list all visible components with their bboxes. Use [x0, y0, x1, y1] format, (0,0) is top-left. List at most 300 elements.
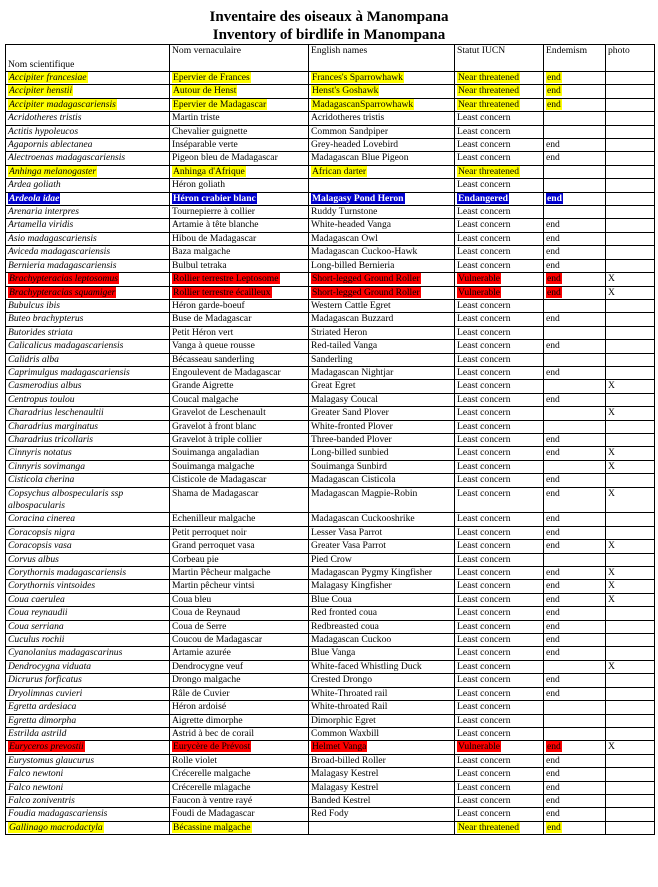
cell-endemism — [544, 72, 606, 85]
cell-english-name-text: Greater Vasa Parrot — [311, 540, 386, 552]
cell-photo-text: X — [608, 540, 615, 552]
cell-photo — [606, 259, 655, 272]
cell-english-name — [309, 593, 455, 606]
cell-english-name-text: White-Throated rail — [311, 687, 388, 699]
table-row — [6, 165, 655, 178]
cell-scientific-name-text: Accipiter madagascariensis — [9, 98, 116, 110]
cell-vernacular-name — [170, 380, 309, 393]
table-row — [6, 286, 655, 299]
table-row — [6, 540, 655, 553]
cell-english-name-text: Short-legged Ground Roller — [312, 286, 420, 298]
table-row — [6, 433, 655, 446]
cell-endemism — [544, 366, 606, 379]
cell-photo — [606, 526, 655, 539]
cell-scientific-name-text: Aviceda madagascariensis — [8, 246, 111, 258]
cell-iucn-status-text: Least concern — [457, 179, 511, 191]
cell-scientific-name — [6, 768, 170, 781]
cell-english-name-text: Crested Drongo — [311, 674, 373, 686]
table-row — [6, 112, 655, 125]
table-row — [6, 808, 655, 821]
cell-vernacular-name-text: Rolle violet — [172, 754, 218, 766]
cell-iucn-status-text: Least concern — [457, 407, 511, 419]
cell-scientific-name-text: Dicrurus forficatus — [8, 674, 82, 686]
cell-endemism-text: end — [546, 593, 560, 605]
cell-photo — [606, 513, 655, 526]
cell-scientific-name — [6, 714, 170, 727]
cell-iucn-status — [455, 634, 544, 647]
cell-iucn-status-text: Vulnerable — [458, 286, 501, 298]
cell-endemism — [544, 794, 606, 807]
cell-english-name-text: Pied Crow — [311, 553, 352, 565]
cell-endemism-text: end — [546, 794, 560, 806]
cell-vernacular-name — [170, 340, 309, 353]
cell-endemism-text: end — [546, 232, 560, 244]
cell-vernacular-name — [170, 687, 309, 700]
cell-scientific-name — [6, 593, 170, 606]
cell-scientific-name-text: Calidris alba — [8, 353, 59, 365]
table-row — [6, 259, 655, 272]
cell-iucn-status-text: Least concern — [457, 433, 511, 445]
cell-scientific-name — [6, 286, 170, 299]
cell-photo-text: X — [608, 593, 615, 605]
cell-scientific-name-text: Arenaria interpres — [8, 206, 79, 218]
cell-iucn-status-text: Least concern — [457, 754, 511, 766]
cell-scientific-name — [6, 393, 170, 406]
cell-vernacular-name-text: Anhinga d'Afrique — [173, 165, 245, 177]
cell-scientific-name-text: Estrilda astrild — [8, 727, 67, 739]
cell-vernacular-name — [170, 474, 309, 487]
cell-iucn-status-text: Endangered — [458, 192, 508, 204]
cell-scientific-name — [6, 179, 170, 192]
cell-vernacular-name-text: Crécerelle malgache — [172, 768, 251, 780]
cell-english-name — [309, 340, 455, 353]
cell-english-name-text: Henst's Goshawk — [312, 85, 379, 97]
cell-endemism-text: end — [546, 447, 560, 459]
cell-scientific-name-text: Coua serriana — [8, 620, 64, 632]
cell-endemism-text: end — [546, 674, 560, 686]
cell-endemism — [544, 152, 606, 165]
table-row — [6, 714, 655, 727]
bird-inventory-table — [5, 44, 655, 835]
cell-english-name-text: Madagascan Cuckooshrike — [311, 513, 415, 525]
cell-iucn-status-text: Least concern — [457, 674, 511, 686]
cell-endemism — [544, 125, 606, 138]
cell-english-name — [309, 232, 455, 245]
cell-vernacular-name — [170, 393, 309, 406]
cell-english-name — [309, 701, 455, 714]
cell-scientific-name-text: Corythornis vintsoides — [8, 580, 96, 592]
cell-english-name-text: Lesser Vasa Parrot — [311, 526, 383, 538]
table-row — [6, 620, 655, 633]
cell-scientific-name — [6, 313, 170, 326]
cell-iucn-status — [455, 674, 544, 687]
cell-english-name — [309, 447, 455, 460]
cell-english-name — [309, 474, 455, 487]
cell-vernacular-name — [170, 139, 309, 152]
cell-photo — [606, 72, 655, 85]
cell-vernacular-name-text: Baza malgache — [172, 246, 231, 258]
cell-photo — [606, 407, 655, 420]
cell-iucn-status-text: Least concern — [457, 687, 511, 699]
cell-photo — [606, 687, 655, 700]
cell-endemism — [544, 232, 606, 245]
cell-english-name — [309, 420, 455, 433]
cell-vernacular-name-text: Epervier de Frances — [173, 72, 250, 83]
cell-iucn-status — [455, 152, 544, 165]
cell-vernacular-name-text: Souimanga malgache — [172, 460, 255, 472]
table-row — [6, 340, 655, 353]
cell-endemism-text: end — [546, 687, 560, 699]
cell-iucn-status — [455, 72, 544, 85]
cell-scientific-name — [6, 701, 170, 714]
title-english: Inventory of birdlife in Manompana — [212, 27, 446, 43]
cell-english-name — [309, 620, 455, 633]
cell-english-name — [309, 674, 455, 687]
cell-english-name-text: Frances's Sparrowhawk — [312, 72, 403, 83]
cell-scientific-name-text: Corvus albus — [8, 553, 59, 565]
cell-english-name — [309, 85, 455, 98]
cell-scientific-name-text: Caprimulgus madagascariensis — [8, 366, 130, 378]
cell-english-name — [309, 660, 455, 673]
cell-photo-text: X — [608, 460, 615, 472]
table-row — [6, 353, 655, 366]
cell-photo — [606, 179, 655, 192]
cell-vernacular-name — [170, 366, 309, 379]
cell-iucn-status-text: Least concern — [457, 152, 511, 164]
cell-endemism — [544, 299, 606, 312]
cell-photo — [606, 246, 655, 259]
cell-iucn-status-text: Least concern — [457, 112, 511, 124]
cell-iucn-status-text: Least concern — [457, 487, 511, 499]
cell-english-name — [309, 727, 455, 740]
cell-scientific-name-text: Butorides striata — [8, 326, 73, 338]
cell-endemism — [544, 607, 606, 620]
cell-endemism-text: end — [546, 340, 560, 352]
cell-vernacular-name — [170, 647, 309, 660]
cell-iucn-status — [455, 821, 544, 834]
cell-iucn-status-text: Least concern — [457, 526, 511, 538]
cell-scientific-name — [6, 219, 170, 232]
cell-iucn-status — [455, 660, 544, 673]
cell-endemism-text: end — [546, 393, 560, 405]
cell-iucn-status-text: Least concern — [457, 513, 511, 525]
table-row — [6, 407, 655, 420]
cell-endemism — [544, 553, 606, 566]
cell-english-name — [309, 768, 455, 781]
cell-scientific-name-text: Brachypteracias leptosomus — [9, 273, 118, 285]
cell-vernacular-name — [170, 821, 309, 834]
cell-endemism-text: end — [546, 513, 560, 525]
cell-endemism-text: end — [546, 487, 560, 499]
cell-scientific-name — [6, 513, 170, 526]
cell-english-name-text: Striated Heron — [311, 326, 368, 338]
cell-scientific-name — [6, 366, 170, 379]
table-row — [6, 701, 655, 714]
cell-english-name-text: Grey-headed Lovebird — [311, 139, 399, 151]
cell-scientific-name-text: Euryceros prevostii — [9, 741, 84, 753]
cell-scientific-name — [6, 273, 170, 286]
cell-vernacular-name — [170, 580, 309, 593]
cell-vernacular-name-text: Souimanga angaladian — [172, 447, 260, 459]
cell-scientific-name — [6, 246, 170, 259]
table-row — [6, 393, 655, 406]
cell-english-name-text: Red-tailed Vanga — [311, 340, 378, 352]
cell-photo — [606, 85, 655, 98]
cell-english-name-text: Dimorphic Egret — [311, 714, 376, 726]
table-row — [6, 781, 655, 794]
cell-endemism-text: end — [546, 246, 560, 258]
cell-scientific-name — [6, 407, 170, 420]
cell-photo — [606, 580, 655, 593]
cell-endemism-text: end — [546, 567, 560, 579]
cell-photo-text: X — [608, 273, 615, 285]
cell-vernacular-name-text: Petit perroquet noir — [172, 526, 247, 538]
cell-scientific-name-text: Copsychus albospecularis ssp albospacularis — [8, 487, 124, 511]
table-row — [6, 460, 655, 473]
cell-vernacular-name-text: Coua de Serre — [172, 620, 227, 632]
cell-english-name — [309, 540, 455, 553]
cell-endemism-text: end — [546, 433, 560, 445]
cell-vernacular-name-text: Râle de Cuvier — [172, 687, 230, 699]
cell-scientific-name-text: Brachypteracias squamiger — [9, 286, 116, 298]
cell-vernacular-name-text: Tournepierre à collier — [172, 206, 255, 218]
cell-iucn-status-text: Least concern — [457, 540, 511, 552]
cell-iucn-status-text: Least concern — [457, 380, 511, 392]
cell-iucn-status — [455, 420, 544, 433]
cell-endemism — [544, 474, 606, 487]
cell-endemism — [544, 420, 606, 433]
cell-photo-text: X — [608, 286, 615, 298]
cell-scientific-name-text: Centropus toulou — [8, 393, 75, 405]
cell-iucn-status-text: Least concern — [457, 567, 511, 579]
cell-vernacular-name-text: Artamie azurée — [172, 647, 231, 659]
cell-vernacular-name-text: Gravelot à front blanc — [172, 420, 257, 432]
cell-endemism — [544, 259, 606, 272]
cell-scientific-name — [6, 98, 170, 111]
cell-photo — [606, 781, 655, 794]
cell-vernacular-name — [170, 634, 309, 647]
cell-english-name-text: Common Waxbill — [311, 727, 380, 739]
header-english-names: English names — [309, 45, 455, 72]
cell-endemism-text: end — [546, 219, 560, 231]
cell-endemism — [544, 179, 606, 192]
cell-vernacular-name — [170, 781, 309, 794]
cell-english-name — [309, 714, 455, 727]
cell-vernacular-name — [170, 165, 309, 178]
cell-endemism-text: end — [547, 85, 561, 97]
cell-scientific-name-text: Falco zoniventris — [8, 794, 75, 806]
cell-iucn-status — [455, 487, 544, 513]
cell-vernacular-name-text: Dendrocygne veuf — [172, 660, 244, 672]
cell-endemism — [544, 513, 606, 526]
cell-iucn-status-text: Least concern — [457, 620, 511, 632]
cell-scientific-name-text: Bubulcus ibis — [8, 299, 60, 311]
cell-scientific-name-text: Coracopsis nigra — [8, 526, 75, 538]
cell-endemism — [544, 634, 606, 647]
cell-vernacular-name — [170, 98, 309, 111]
cell-iucn-status — [455, 701, 544, 714]
cell-scientific-name-text: Cuculus rochii — [8, 634, 65, 646]
cell-vernacular-name-text: Hibou de Madagascar — [172, 232, 257, 244]
cell-endemism — [544, 407, 606, 420]
cell-scientific-name — [6, 85, 170, 98]
table-row — [6, 567, 655, 580]
cell-endemism-text: end — [546, 152, 560, 164]
cell-scientific-name-text: Charadrius tricollaris — [8, 433, 94, 445]
cell-endemism — [544, 286, 606, 299]
cell-iucn-status — [455, 259, 544, 272]
cell-photo — [606, 660, 655, 673]
cell-iucn-status-text: Least concern — [457, 206, 511, 218]
cell-iucn-status — [455, 112, 544, 125]
cell-iucn-status-text: Least concern — [457, 219, 511, 231]
cell-endemism-text: end — [547, 821, 561, 833]
cell-endemism-text: end — [547, 192, 562, 204]
cell-iucn-status — [455, 286, 544, 299]
cell-vernacular-name — [170, 152, 309, 165]
cell-iucn-status-text: Least concern — [457, 727, 511, 739]
cell-photo — [606, 540, 655, 553]
cell-iucn-status — [455, 754, 544, 767]
cell-english-name — [309, 794, 455, 807]
cell-scientific-name — [6, 607, 170, 620]
header-vernacular-name: Nom vernaculaire — [170, 45, 309, 72]
cell-vernacular-name — [170, 593, 309, 606]
cell-scientific-name — [6, 620, 170, 633]
cell-iucn-status — [455, 620, 544, 633]
table-row — [6, 593, 655, 606]
cell-english-name-text: Souimanga Sunbird — [311, 460, 387, 472]
cell-scientific-name-text: Coua caerulea — [8, 593, 65, 605]
cell-english-name — [309, 366, 455, 379]
cell-photo — [606, 741, 655, 754]
cell-photo — [606, 754, 655, 767]
cell-scientific-name-text: Egretta ardesiaca — [8, 701, 77, 713]
cell-endemism — [544, 701, 606, 714]
cell-endemism — [544, 273, 606, 286]
cell-iucn-status — [455, 727, 544, 740]
cell-vernacular-name — [170, 487, 309, 513]
cell-iucn-status — [455, 366, 544, 379]
cell-english-name — [309, 634, 455, 647]
cell-endemism — [544, 540, 606, 553]
cell-vernacular-name-text: Artamie à tête blanche — [172, 219, 259, 231]
cell-scientific-name-text: Anhinga melanogaster — [9, 165, 97, 177]
cell-scientific-name — [6, 487, 170, 513]
cell-endemism-text: end — [546, 259, 560, 271]
cell-scientific-name — [6, 447, 170, 460]
cell-scientific-name — [6, 125, 170, 138]
cell-photo — [606, 206, 655, 219]
cell-iucn-status — [455, 553, 544, 566]
cell-iucn-status — [455, 447, 544, 460]
cell-vernacular-name — [170, 273, 309, 286]
table-row — [6, 313, 655, 326]
cell-endemism — [544, 85, 606, 98]
table-row — [6, 647, 655, 660]
cell-vernacular-name — [170, 407, 309, 420]
cell-endemism-text: end — [546, 580, 560, 592]
cell-scientific-name-text: Ardeola idae — [9, 192, 60, 204]
cell-scientific-name — [6, 754, 170, 767]
cell-scientific-name-text: Charadrius marginatus — [8, 420, 99, 432]
cell-iucn-status-text: Least concern — [457, 259, 511, 271]
cell-iucn-status — [455, 794, 544, 807]
cell-iucn-status — [455, 513, 544, 526]
cell-english-name-text: Madagascan Cuckoo — [311, 634, 392, 646]
cell-endemism — [544, 660, 606, 673]
cell-vernacular-name — [170, 420, 309, 433]
cell-iucn-status-text: Least concern — [457, 232, 511, 244]
cell-scientific-name — [6, 647, 170, 660]
cell-english-name — [309, 165, 455, 178]
table-row — [6, 580, 655, 593]
cell-iucn-status-text: Least concern — [457, 299, 511, 311]
header-photo: photo — [606, 45, 655, 72]
cell-vernacular-name-text: Gravelot de Leschenault — [172, 407, 266, 419]
cell-scientific-name — [6, 553, 170, 566]
cell-endemism — [544, 687, 606, 700]
cell-english-name-text: Helmet Vanga — [312, 741, 367, 753]
cell-endemism-text: end — [546, 540, 560, 552]
cell-english-name — [309, 393, 455, 406]
cell-english-name — [309, 286, 455, 299]
cell-scientific-name-text: Cinnyris sovimanga — [8, 460, 86, 472]
cell-scientific-name — [6, 72, 170, 85]
table-row — [6, 526, 655, 539]
cell-iucn-status-text: Least concern — [457, 768, 511, 780]
table-row — [6, 98, 655, 111]
cell-iucn-status — [455, 540, 544, 553]
cell-vernacular-name-text: Corbeau pie — [172, 553, 219, 565]
cell-scientific-name-text: Agapornis ablectanea — [8, 139, 93, 151]
cell-endemism — [544, 754, 606, 767]
cell-endemism-text: end — [546, 366, 560, 378]
cell-english-name — [309, 513, 455, 526]
cell-iucn-status — [455, 474, 544, 487]
cell-endemism-text: end — [546, 647, 560, 659]
cell-iucn-status — [455, 741, 544, 754]
cell-endemism-text: end — [546, 754, 560, 766]
cell-photo — [606, 313, 655, 326]
cell-iucn-status — [455, 407, 544, 420]
cell-photo — [606, 299, 655, 312]
cell-endemism — [544, 313, 606, 326]
cell-iucn-status — [455, 98, 544, 111]
cell-scientific-name-text: Gallinago macrodactyla — [9, 821, 103, 833]
table-row — [6, 246, 655, 259]
cell-english-name — [309, 125, 455, 138]
cell-iucn-status-text: Least concern — [457, 808, 511, 820]
cell-endemism-text: end — [546, 313, 560, 325]
cell-scientific-name-text: Accipiter henstii — [9, 85, 73, 97]
cell-vernacular-name-text: Gravelot à triple collier — [172, 433, 262, 445]
table-row — [6, 326, 655, 339]
cell-english-name-text: Madagascan Cisticola — [311, 474, 396, 486]
cell-endemism — [544, 768, 606, 781]
cell-vernacular-name — [170, 794, 309, 807]
cell-endemism — [544, 580, 606, 593]
cell-english-name — [309, 206, 455, 219]
cell-scientific-name — [6, 259, 170, 272]
cell-english-name — [309, 580, 455, 593]
cell-endemism-text: end — [546, 620, 560, 632]
cell-scientific-name — [6, 433, 170, 446]
cell-photo — [606, 219, 655, 232]
cell-scientific-name-text: Bernieria madagascariensis — [8, 259, 117, 271]
cell-endemism — [544, 219, 606, 232]
cell-scientific-name-text: Cinnyris notatus — [8, 447, 72, 459]
